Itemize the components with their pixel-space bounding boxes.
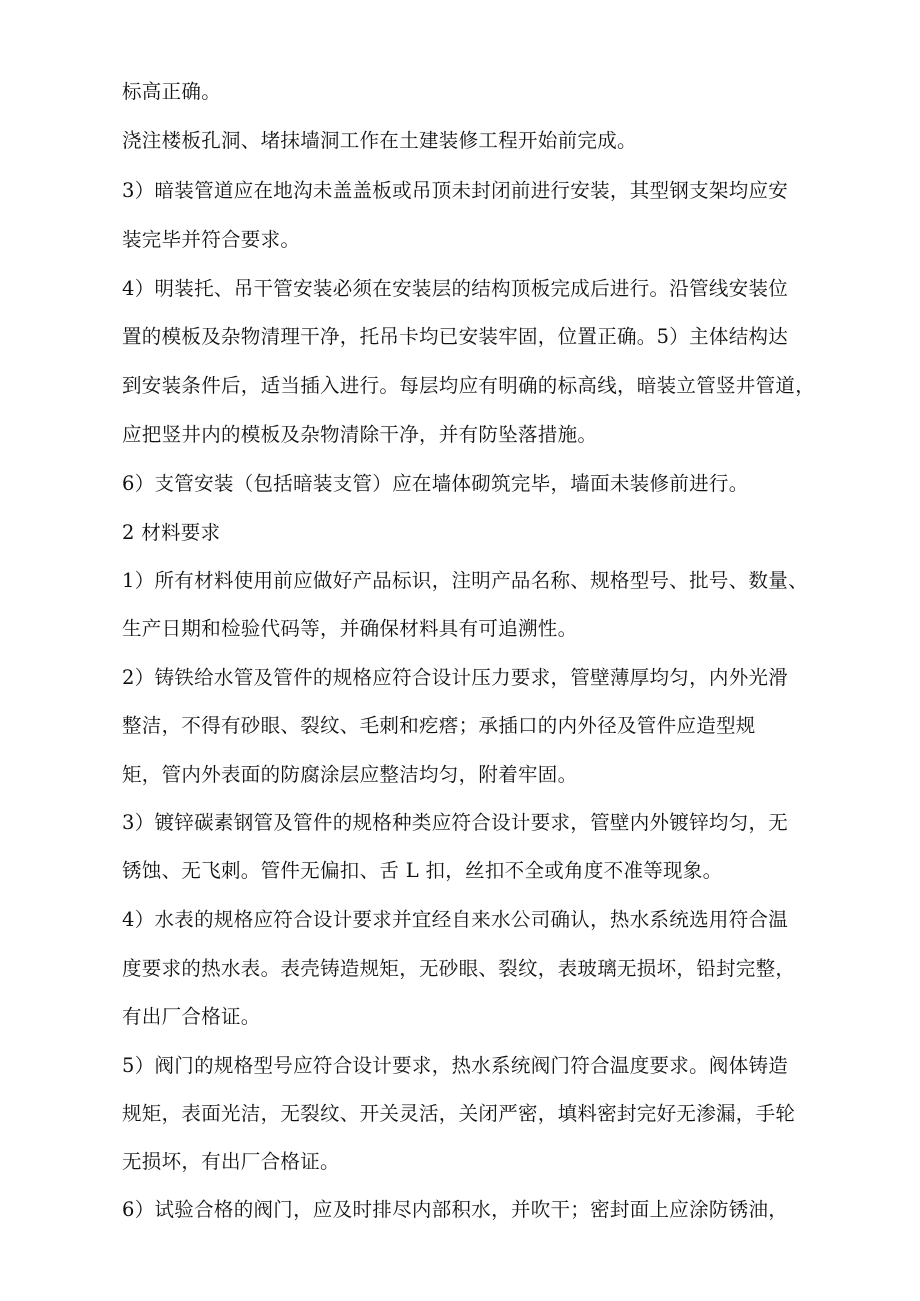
text-line: 到安装条件后，适当插入进行。每层均应有明确的标高线，暗装立管竖井管道， — [122, 374, 816, 397]
text-line: 1）所有材料使用前应做好产品标识，注明产品名称、规格型号、批号、数量、 — [122, 569, 808, 592]
text-line: 无损坏，有出厂合格证。 — [122, 1150, 340, 1173]
text-line: 4）水表的规格应符合设计要求并宜经自来水公司确认，热水系统选用符合温 — [122, 908, 789, 931]
text-line: 整洁，不得有砂眼、裂纹、毛刺和疙瘩；承插口的内外径及管件应造型规 — [122, 714, 756, 737]
text-line: 3）暗装管道应在地沟未盖盖板或吊顶未封闭前进行安装，其型钢支架均应安 — [122, 179, 789, 202]
text-line: 3）镀锌碳素钢管及管件的规格种类应符合设计要求，管壁内外镀锌均匀，无 — [122, 811, 789, 834]
text-line: 锈蚀、无飞刺。管件无偏扣、舌 L 扣，丝扣不全或角度不准等现象。 — [122, 859, 723, 882]
text-line: 5）阀门的规格型号应符合设计要求，热水系统阀门符合温度要求。阀体铸造 — [122, 1054, 789, 1077]
text-line: 2）铸铁给水管及管件的规格应符合设计压力要求，管壁薄厚均匀，内外光滑 — [122, 666, 789, 689]
text-line: 6）支管安装（包括暗装支管）应在墙体砌筑完毕，墙面未装修前进行。 — [122, 472, 749, 495]
text-line: 浇注楼板孔洞、堵抹墙洞工作在土建装修工程开始前完成。 — [122, 129, 637, 152]
text-line: 装完毕并符合要求。 — [122, 228, 301, 251]
section-heading: 2 材料要求 — [122, 521, 221, 544]
text-line: 标高正确。 — [122, 80, 222, 103]
text-line: 置的模板及杂物清理干净，托吊卡均已安装牢固，位置正确。5）主体结构达 — [122, 325, 789, 348]
text-line: 矩，管内外表面的防腐涂层应整洁均匀，附着牢固。 — [122, 763, 578, 786]
text-line: 度要求的热水表。表壳铸造规矩，无砂眼、裂纹，表玻璃无损坏，铅封完整， — [122, 957, 796, 980]
text-line: 应把竖井内的模板及杂物清除干净，并有防坠落措施。 — [122, 423, 598, 446]
text-line: 规矩，表面光洁，无裂纹、开关灵活，关闭严密，填料密封完好无渗漏，手轮 — [122, 1102, 796, 1125]
text-line: 6）试验合格的阀门，应及时排尽内部积水，并吹干；密封面上应涂防锈油， — [122, 1198, 789, 1221]
text-line: 生产日期和检验代码等，并确保材料具有可追溯性。 — [122, 617, 578, 640]
text-line: 有出厂合格证。 — [122, 1005, 261, 1028]
text-line: 4）明装托、吊干管安装必须在安装层的结构顶板完成后进行。沿管线安装位 — [122, 277, 789, 300]
